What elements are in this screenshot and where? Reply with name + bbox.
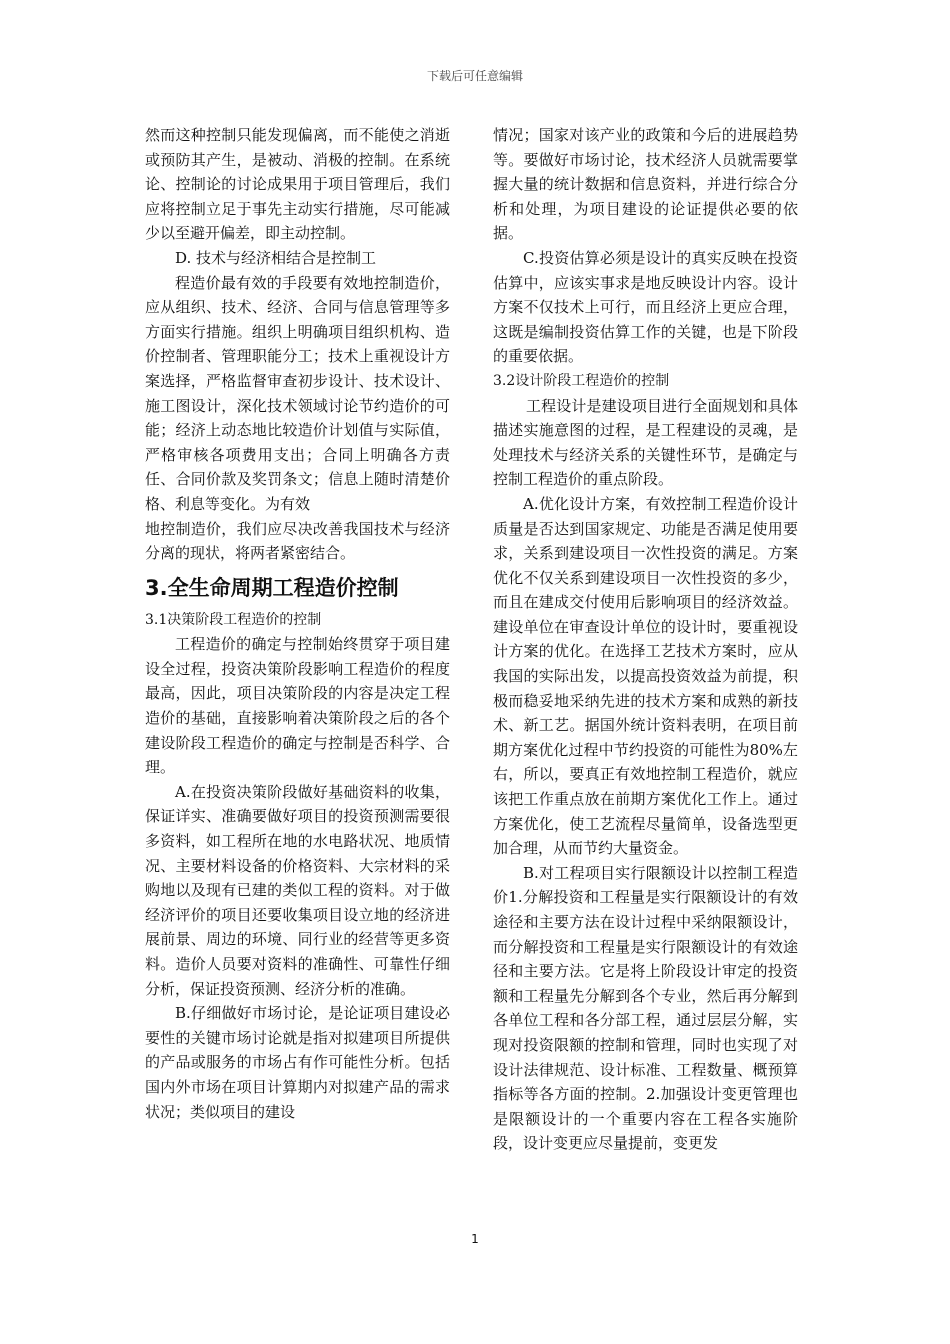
paragraph: 程造价最有效的手段要有效地控制造价，应从组织、技术、经济、合同与信息管理等多方面实行措施。组织上明确项目组织机构、造价控制者、管理职能分工；技术上重视设计方案选择，严格监督审查初步设计、技术设计、施工图设计，深化技术领域讨论节约造价的可能；经济上动态地比较造价计划值与实际值，严格审核各项费用支出；合同上明确各方责任、合同价款及奖罚条文；信息上随时清楚价格、利息等变化。为有效 bbox=[145, 273, 450, 513]
paragraph: A.优化设计方案，有效控制工程造价设计质量是否达到国家规定、功能是否满足使用要求，关系到建设项目一次性投资的满足。方案优化不仅关系到建设项目一次性投资的多少，而且在建成交付使用后影响项目的经济效益。建设单位在审查设计单位的设计时，要重视设计方案的优化。在选择工艺技术方案时，应从我国的实际出发，以提高投资效益为前提，积极而稳妥地采纳先进的技术方案和成熟的新技术、新工艺。据国外统计资料表明，在项目前期方案优化过程中节约投资的可能性为80%左右，所以，要真正有效地控制工程造价，就应该把工作重点放在前期方案优化工作上。通过方案优化，使工艺流程尽量简单，设备选型更加合理，从而节约大量资金。 bbox=[493, 494, 798, 858]
subsection-heading: 3.1决策阶段工程造价的控制 bbox=[145, 611, 322, 628]
paragraph: 情况；国家对该产业的政策和今后的进展趋势等。要做好市场讨论，技术经济人员就需要掌握大量的统计数据和信息资料，并进行综合分析和处理，为项目建设的论证提供必要的依据。 bbox=[493, 126, 798, 243]
left-column bbox=[145, 123, 450, 1124]
paragraph: B.对工程项目实行限额设计以控制工程造价1.分解投资和工程量是实行限额设计的有效途径和主要方法在设计过程中采纳限额设计，而分解投资和工程量是实行限额设计的有效途径和主要方法。它是将上阶段设计审定的投资额和工程量先分解到各个专业，然后再分解到各单位工程和各分部工程，通过层层分解，实现对投资限额的控制和管理，同时也实现了对设计法律规范、设计标准、工程数量、概预算指标等各方面的控制。2.加强设计变更管理也是限额设计的一个重要内容在工程各实施阶段，设计变更应尽量提前，变更发 bbox=[493, 863, 798, 1153]
subsection-heading: 3.2设计阶段工程造价的控制 bbox=[493, 372, 670, 389]
paragraph: 工程造价的确定与控制始终贯穿于项目建设全过程，投资决策阶段影响工程造价的程度最高，因此，项目决策阶段的内容是决定工程造价的基础，直接影响着决策阶段之后的各个建设阶段工程造价的确定与控制是否科学、合理。 bbox=[145, 635, 450, 777]
paragraph: D. 技术与经济相结合是控制工 bbox=[175, 248, 377, 267]
paragraph: 地控制造价，我们应尽决改善我国技术与经济分离的现状，将两者紧密结合。 bbox=[145, 519, 450, 563]
paragraph: C.投资估算必须是设计的真实反映在投资估算中，应该实事求是地反映设计内容。设计方案不仅技术上可行，而且经济上更应合理，这既是编制投资估算工作的关键，也是下阶段的重要依据。 bbox=[493, 248, 798, 366]
page-number: 1 bbox=[471, 1232, 479, 1246]
page-header: 下载后可任意编辑 bbox=[426, 69, 523, 83]
right-column bbox=[493, 123, 798, 1156]
paragraph: A.在投资决策阶段做好基础资料的收集，保证详实、准确要做好项目的投资预测需要很多资料，如工程所在地的水电路状况、地质情况、主要材料设备的价格资料、大宗材料的采购地以及现有已建的类似工程的资料。对于做经济评价的项目还要收集项目设立地的经济进展前景、周边的环境、同行业的经营等更多资料。造价人员要对资料的准确性、可靠性仔细分析，保证投资预测、经济分析的准确。 bbox=[145, 782, 450, 998]
paragraph: 工程设计是建设项目进行全面规划和具体描述实施意图的过程，是工程建设的灵魂，是处理技术与经济关系的关键性环节，是确定与控制工程造价的重点阶段。 bbox=[493, 396, 798, 489]
paragraph: B.仔细做好市场讨论，是论证项目建设必要性的关键市场讨论就是指对拟建项目所提供的产品或服务的市场占有作可能性分析。包括国内外市场在项目计算期内对拟建产品的需求状况；类似项目的建设 bbox=[145, 1004, 450, 1121]
section-heading: 3.全生命周期工程造价控制 bbox=[145, 575, 399, 600]
paragraph: 然而这种控制只能发现偏离，而不能使之消逝或预防其产生，是被动、消极的控制。在系统论、控制论的讨论成果用于项目管理后，我们应将控制立足于事先主动实行措施，尽可能减少以至避开偏差，即主动控制。 bbox=[145, 126, 450, 243]
